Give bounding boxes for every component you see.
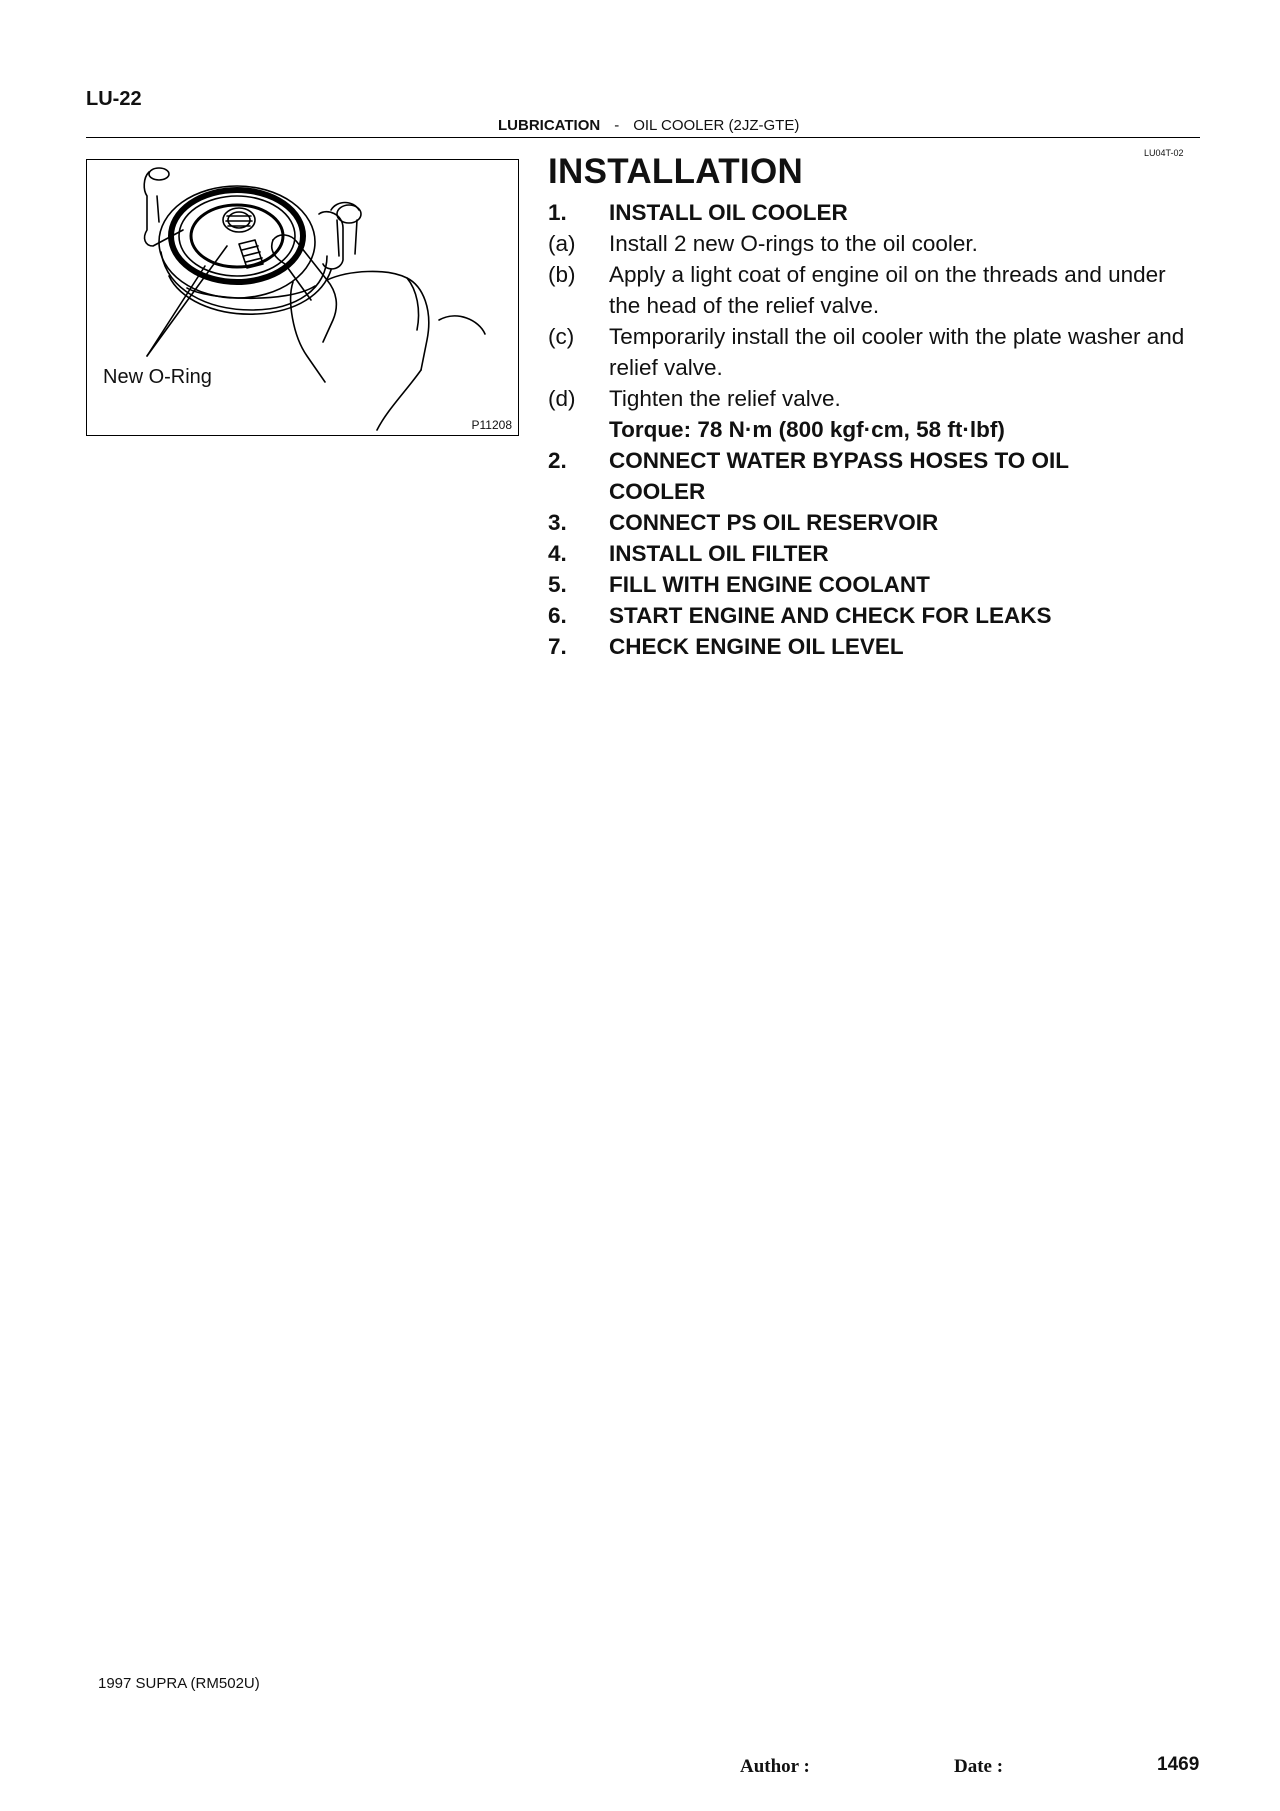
- step-number: 5.: [548, 572, 567, 597]
- page-header: [86, 117, 1200, 138]
- step-text: Apply a light coat of engine oil on the threads and under: [609, 262, 1166, 287]
- step-text: FILL WITH ENGINE COOLANT: [609, 572, 930, 597]
- page-number: 1469: [1157, 1754, 1200, 1775]
- step-number: (d): [548, 386, 576, 411]
- header-section: LUBRICATION: [498, 117, 601, 134]
- step-number: (a): [548, 231, 576, 256]
- step-text: the head of the relief valve.: [609, 293, 880, 318]
- header-separator: -: [614, 117, 620, 134]
- header-subsection: OIL COOLER (2JZ-GTE): [633, 117, 800, 134]
- step-number: 6.: [548, 603, 567, 628]
- doc-code: LU04T-02: [1144, 148, 1184, 158]
- step-number: 7.: [548, 634, 567, 659]
- step-number: 4.: [548, 541, 567, 566]
- footer-date-label: Date :: [954, 1756, 1004, 1777]
- figure-label: New O-Ring: [103, 366, 212, 388]
- step-text: INSTALL OIL COOLER: [609, 200, 848, 225]
- step-text: Torque: 78 N·m (800 kgf·cm, 58 ft·lbf): [609, 417, 1005, 442]
- step-text: CHECK ENGINE OIL LEVEL: [609, 634, 904, 659]
- step-text: CONNECT WATER BYPASS HOSES TO OIL: [609, 448, 1070, 473]
- step-text: relief valve.: [609, 355, 723, 380]
- step-number: (c): [548, 324, 575, 349]
- step-text: Install 2 new O-rings to the oil cooler.: [609, 231, 978, 256]
- footer-model: 1997 SUPRA (RM502U): [98, 1675, 260, 1692]
- figure-code: P11208: [471, 418, 512, 432]
- step-text: CONNECT PS OIL RESERVOIR: [609, 510, 939, 535]
- step-text: Tighten the relief valve.: [609, 386, 841, 411]
- step-text: Temporarily install the oil cooler with the plate washer and: [609, 324, 1185, 349]
- section-title: INSTALLATION: [548, 152, 804, 191]
- figure-box: [86, 159, 519, 436]
- oil-cooler-illustration-icon: [87, 160, 517, 434]
- step-number: (b): [548, 262, 576, 287]
- footer-author-label: Author :: [740, 1756, 810, 1777]
- step-text: INSTALL OIL FILTER: [609, 541, 829, 566]
- step-number: 2.: [548, 448, 567, 473]
- step-text: COOLER: [609, 479, 706, 504]
- step-text: START ENGINE AND CHECK FOR LEAKS: [609, 603, 1052, 628]
- page-code: LU-22: [86, 88, 142, 110]
- step-number: 1.: [548, 200, 567, 225]
- step-number: 3.: [548, 510, 567, 535]
